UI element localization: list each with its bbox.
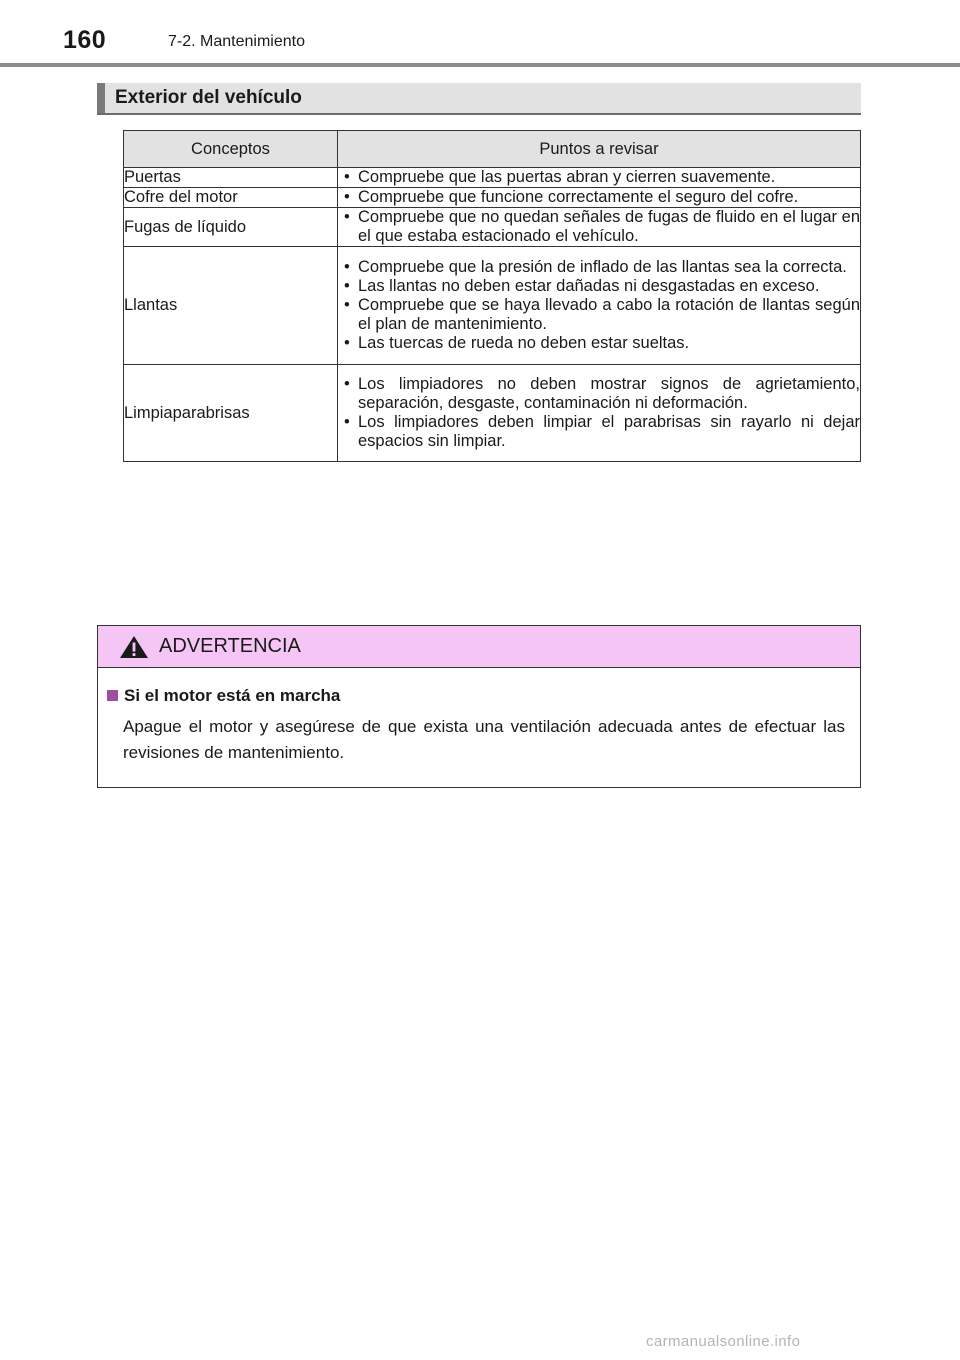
concept-cell: Limpiaparabrisas <box>124 365 338 462</box>
table-row <box>124 247 861 365</box>
bullet-item: • Las llantas no deben estar dañadas ni desgastadas en exceso. <box>338 277 860 296</box>
concept-cell: Fugas de líquido <box>124 208 338 247</box>
bullet-list <box>338 208 860 246</box>
watermark: carmanualsonline.info <box>646 1333 801 1350</box>
warning-body: Apague el motor y asegúrese de que exista una ventilación adecuada antes de efectuar las revisiones de mantenimiento. <box>123 717 845 762</box>
column-header-concept: Conceptos <box>124 131 338 168</box>
table-row <box>124 188 861 208</box>
bullet-list <box>338 168 860 187</box>
concept-cell: Puertas <box>124 168 338 188</box>
points-cell <box>338 365 861 462</box>
points-cell <box>338 168 861 188</box>
maintenance-table <box>123 130 861 462</box>
points-cell <box>338 247 861 365</box>
warning-header <box>98 626 860 668</box>
bullet-item: • Los limpiadores deben limpiar el parabrisas sin rayarlo ni dejar espacios sin limpiar. <box>338 413 860 451</box>
bullet-item: • Los limpiadores no deben mostrar signos de agrietamiento, separación, desgaste, contaminación ni deformación. <box>338 375 860 413</box>
bullet-list <box>338 258 860 353</box>
table-row <box>124 208 861 247</box>
bullet-item: • Compruebe que la presión de inflado de las llantas sea la correcta. <box>338 258 860 277</box>
bullet-list <box>338 188 860 207</box>
bullet-item: • Compruebe que funcione correctamente el seguro del cofre. <box>338 188 860 207</box>
warning-square-icon <box>107 690 118 701</box>
section-bar-accent <box>97 83 105 113</box>
table-row <box>124 365 861 462</box>
bullet-list <box>338 375 860 451</box>
concept-cell: Llantas <box>124 247 338 365</box>
section-label: 7-2. Mantenimiento <box>168 33 305 50</box>
points-cell <box>338 208 861 247</box>
bullet-item: • Las tuercas de rueda no deben estar sueltas. <box>338 334 860 353</box>
points-cell <box>338 188 861 208</box>
section-bar <box>97 83 861 115</box>
table-header-row <box>124 131 861 168</box>
section-title: Exterior del vehículo <box>115 87 302 108</box>
column-header-points: Puntos a revisar <box>338 131 861 168</box>
concept-cell: Cofre del motor <box>124 188 338 208</box>
bullet-item: • Compruebe que no quedan señales de fugas de fluido en el lugar en el que estaba estacionado el vehículo. <box>338 208 860 246</box>
warning-subtitle: Si el motor está en marcha <box>124 686 341 705</box>
warning-title: ADVERTENCIA <box>159 635 301 657</box>
table-row <box>124 168 861 188</box>
warning-box <box>97 625 861 788</box>
bullet-item: • Compruebe que las puertas abran y cierren suavemente. <box>338 168 860 187</box>
header-rule <box>0 63 960 67</box>
warning-triangle-icon <box>119 635 149 664</box>
page-number: 160 <box>63 26 107 54</box>
bullet-item: • Compruebe que se haya llevado a cabo la rotación de llantas según el plan de mantenimiento. <box>338 296 860 334</box>
